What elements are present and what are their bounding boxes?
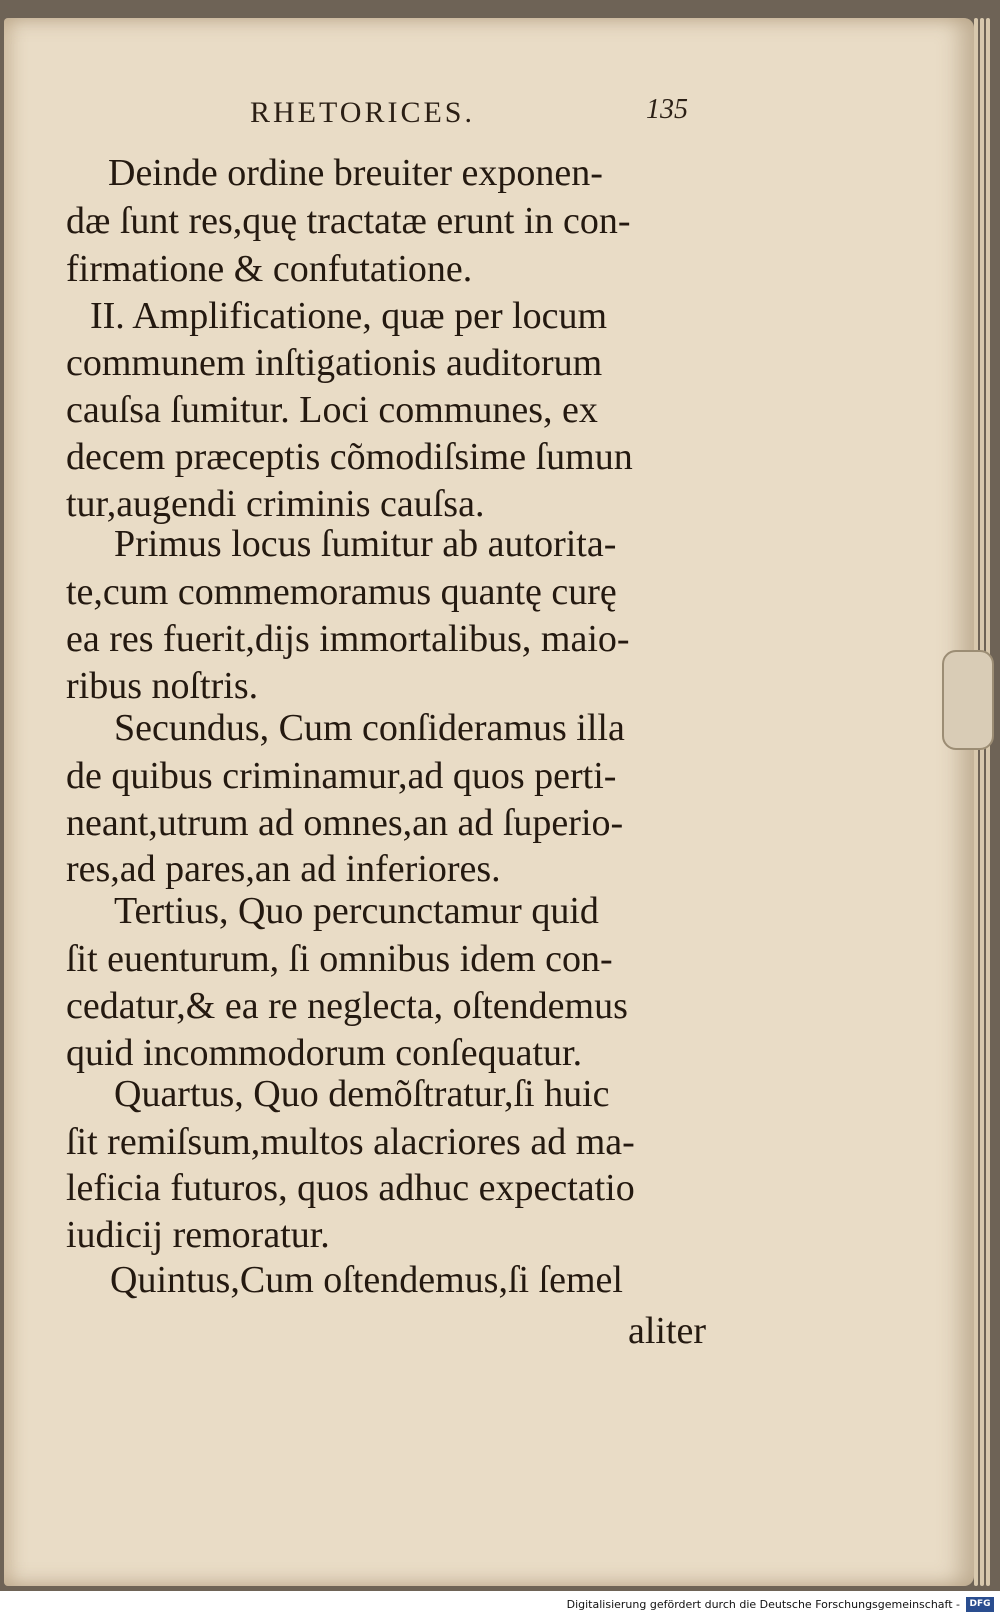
text-line: cedatur,& ea re neglecta, oſtendemus xyxy=(66,985,628,1027)
text-line: decem præceptis cõmodiſsime ſumun xyxy=(66,436,633,478)
text-line: ſit remiſsum,multos alacriores ad ma- xyxy=(66,1121,635,1163)
running-header: RHETORICES. xyxy=(250,96,475,129)
text-line: Tertius, Quo percunctamur quid xyxy=(114,890,599,932)
text-line: ribus noſtris. xyxy=(66,665,259,707)
text-line: Primus locus ſumitur ab autorita- xyxy=(114,523,617,565)
text-line: cauſsa ſumitur. Loci communes, ex xyxy=(66,389,598,431)
footer-credit: Digitalisierung gefördert durch die Deutsche Forschungsgemeinschaft - xyxy=(566,1598,960,1611)
page-number: 135 xyxy=(646,94,688,125)
text-line: de quibus criminamur,ad quos perti- xyxy=(66,755,617,797)
text-line: dæ ſunt res,quę tractatæ erunt in con- xyxy=(66,200,631,242)
text-line: res,ad pares,an ad inferiores. xyxy=(66,848,501,890)
text-line: ſit euenturum, ſi omnibus idem con- xyxy=(66,938,613,980)
text-line: iudicij remoratur. xyxy=(66,1214,330,1256)
text-line: communem inſtigationis auditorum xyxy=(66,342,603,384)
text-line: Quartus, Quo demõſtratur,ſi huic xyxy=(114,1073,610,1115)
text-line: II. Amplificatione, quæ per locum xyxy=(90,295,608,337)
text-line: firmatione & confutatione. xyxy=(66,248,473,290)
catchword: aliter xyxy=(628,1310,707,1352)
text-line: Quintus,Cum oſtendemus,ſi ſemel xyxy=(110,1259,623,1301)
text-line: Secundus, Cum conſideramus illa xyxy=(114,707,625,749)
text-line: ea res fuerit,dijs immortalibus, maio- xyxy=(66,618,630,660)
dfg-logo: DFG xyxy=(966,1597,994,1612)
text-line: quid incommodorum conſequatur. xyxy=(66,1032,583,1074)
text-line: tur,augendi criminis cauſsa. xyxy=(66,483,485,525)
text-line: leficia futuros, quos adhuc expectatio xyxy=(66,1167,635,1209)
digitization-footer xyxy=(0,1594,1000,1619)
text-line: te,cum commemoramus quantę curę xyxy=(66,571,617,613)
text-line: Deinde ordine breuiter exponen- xyxy=(108,152,603,194)
text-line: neant,utrum ad omnes,an ad ſuperio- xyxy=(66,802,624,844)
